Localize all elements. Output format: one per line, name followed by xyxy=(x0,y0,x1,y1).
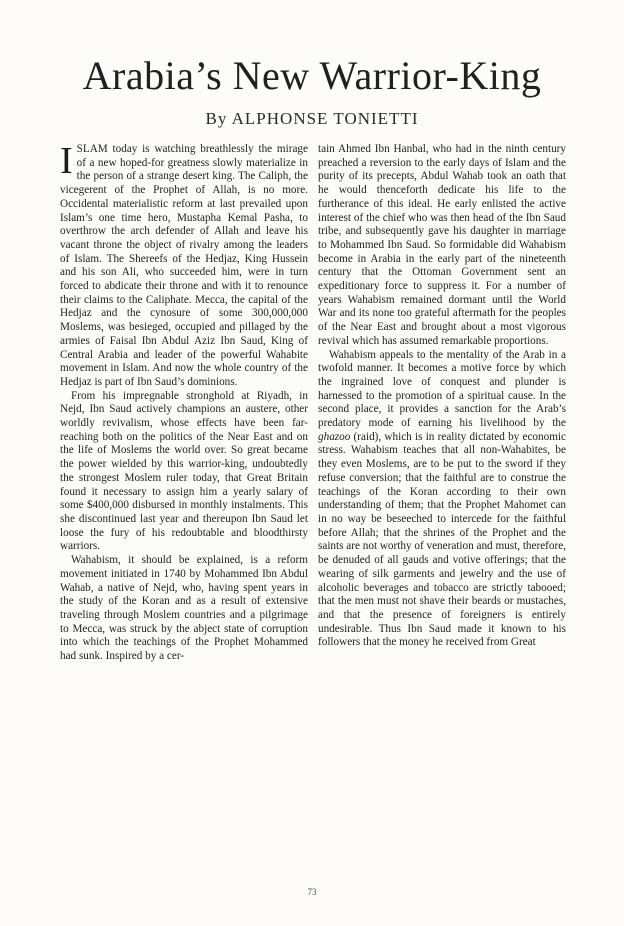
appeal-text-start: Wahabism appeals to the mentality of the Arab in a twofold manner. It becomes a motive force by which the ingrained love of conquest and plunder is harnessed to the promotion of a spiritual cause. In the second place, it provides a sanction for the Arab’s predatory mode of earning his livelihood by the xyxy=(318,348,566,430)
opening-paragraph xyxy=(60,140,308,390)
opening-paragraph-text: SLAM today is watching breathlessly the mirage of a new hoped-for greatness slowly materialize in the person of a strange desert king. The Caliph, the vicegerent of the Prophet of Allah, is no more. Occidental materialistic reform at last prevailed upon Islam’s one time hero, Mustapha Kemal Pasha, to overthrow the arch defender of Allah and leave his vacant throne the object of rivalry among the leaders of Islam. The Shereefs of the Hedjaz, King Hussein and his son Ali, who succeeded him, were in turn forced to abdicate their throne and with it to renounce their claims to the Caliphate. Mecca, the capital of the Hedjaz and the cynosure of some 300,000,000 Moslems, was besieged, occupied and pillaged by the armies of Faisal Ibn Abdul Aziz Ibn Saud, King of Central Arabia and leader of the powerful Wahabite movement in Islam. And now the whole country of the Hedjaz is part of Ibn Saud’s dominions. xyxy=(60,143,308,388)
ghazoo-term: ghazoo xyxy=(318,430,351,443)
drop-cap: I xyxy=(60,140,73,182)
left-column xyxy=(60,140,308,664)
paragraph-wahabism-appeal xyxy=(318,349,566,650)
appeal-text-end: (raid), which is in reality dictated by economic stress. Wahabism teaches that all non-Wahabites, be they even Moslems, are to be put to the sword if they refuse conversion; that the faithful are to construe the teachings of the Koran according to their own understanding of them; that the Prophet Mahomet can in no way be beseeched to intercede for the faithful before Allah; that the shrines of the Prophet and the saints are not worthy of veneration and must, therefore, be denuded of all gauds and votive offerings; that the wearing of silk garments and jewelry and the use of alcoholic beverages and tobacco are strictly tabooed; that the men must not shave their beards or mustaches, and that the presence of foreigners is entirely undesirable. Thus Ibn Saud made it known to his followers that the money he received from Great xyxy=(318,430,566,649)
article-title: Arabia’s New Warrior-King xyxy=(82,53,542,98)
paragraph-wahabism-origin: Wahabism, it should be explained, is a reform movement initiated in 1740 by Mohammed Ibn Abdul Wahab, a native of Nejd, who, having spent years in the study of the Koran and as a result of extensive traveling through Moslem countries and a pilgrimage to Mecca, was struck by the abject state of corruption into which the teachings of the Prophet Mohammed had sunk. Inspired by a cer- xyxy=(60,554,308,663)
paragraph-hanbal: tain Ahmed Ibn Hanbal, who had in the ninth century preached a reversion to the early days of Islam and the purity of its precepts, Abdul Wahab took an oath that he would thenceforth dedicate his life to the furtherance of this ideal. He early enlisted the active interest of the chief who was then head of the Ibn Saud tribe, and subsequently gave his daughter in marriage to Mohammed Ibn Saud. So formidable did Wahabism become in Arabia in the early part of the nineteenth century that the Ottoman Government sent an expeditionary force to suppress it. For a number of years Wahabism remained dormant until the World War and its none too grateful aftermath for the peoples of the Near East and brought about a most vigorous revival which has assumed remarkable proportions. xyxy=(318,143,566,347)
right-column xyxy=(318,143,566,650)
paragraph-riyadh: From his impregnable stronghold at Riyadh, in Nejd, Ibn Saud actively champions an austere, other worldly revivalism, whose effects have been far-reaching both on the politics of the Near East and on the life of Moslems the world over. So great became the power wielded by this warrior-king, undoubtedly the strongest Moslem ruler today, that Great Britain found it necessary to assign him a yearly salary of some $400,000 disbursed in monthly instalments. This she discontinued last year and thereupon Ibn Saud let loose the fury of his redoubtable and bloodthirsty warriors. xyxy=(60,389,308,553)
article-byline: By ALPHONSE TONIETTI xyxy=(205,109,419,128)
page-number: 73 xyxy=(307,887,317,897)
